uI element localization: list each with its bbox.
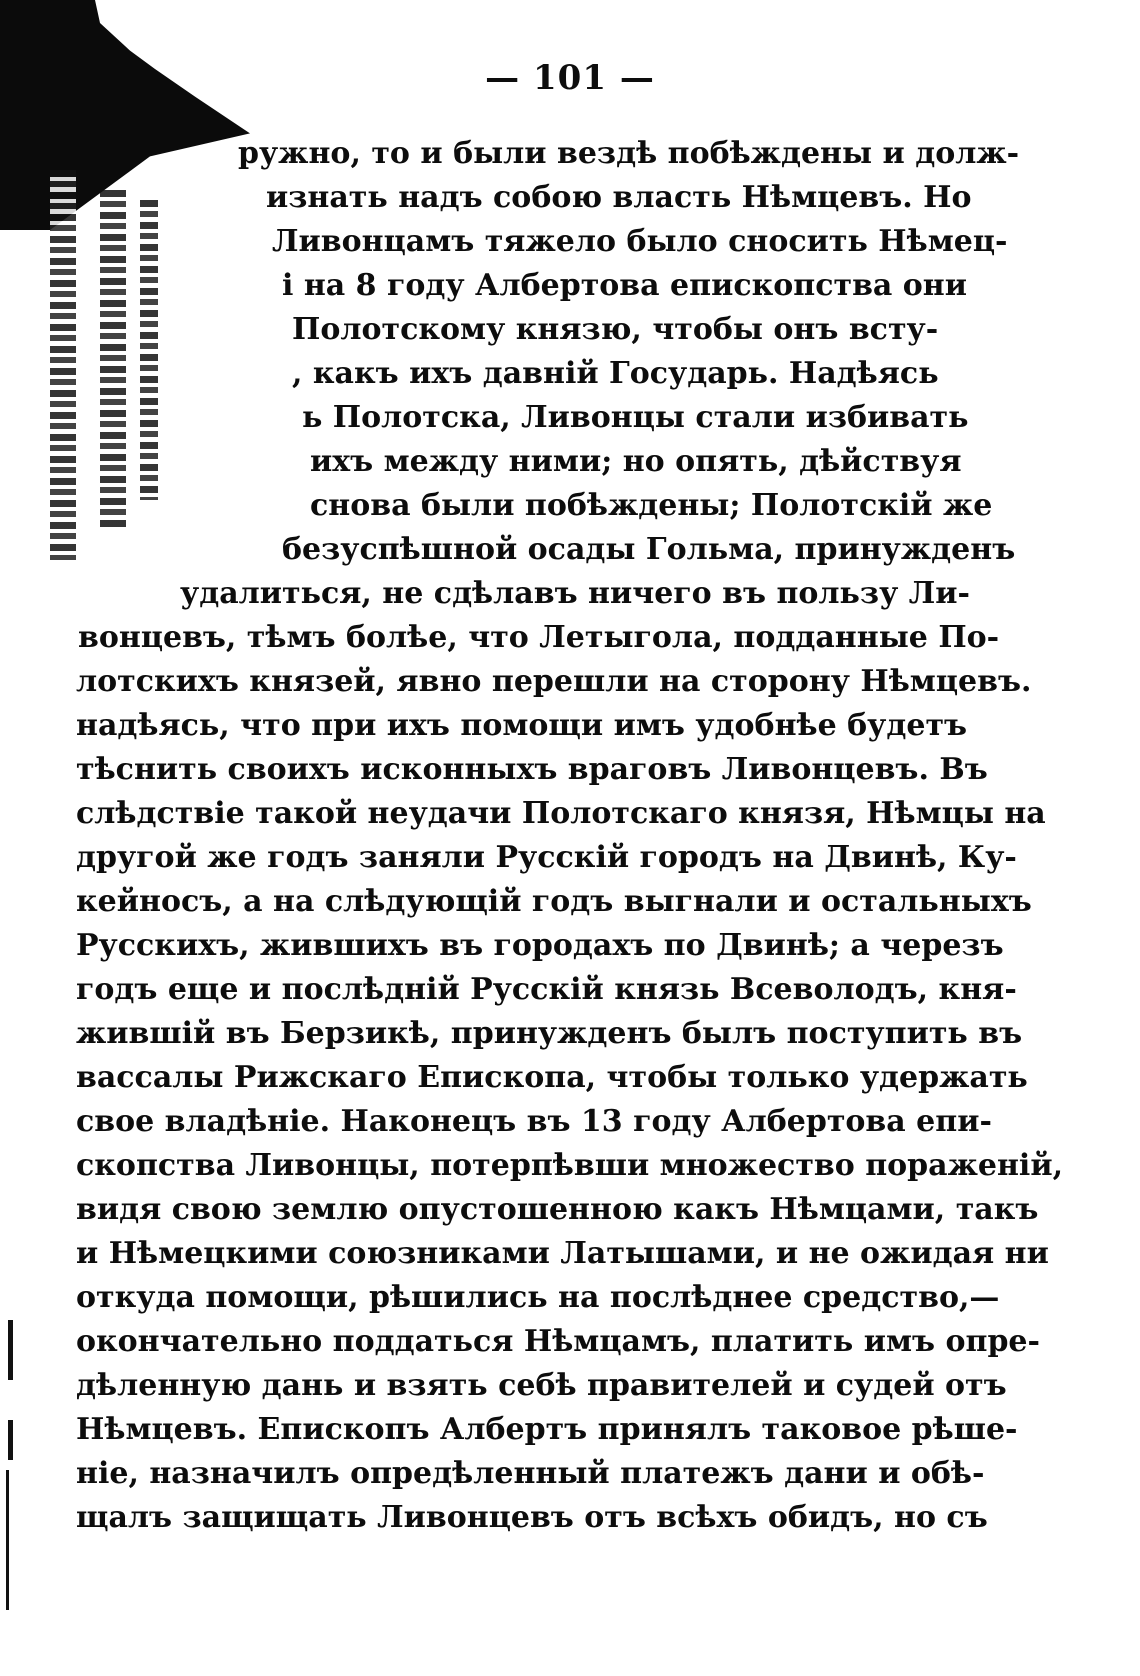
text-line: годъ еще и послѣдній Русскій князь Всеволодъ, кня- bbox=[76, 972, 1017, 1007]
text-line: ь Полотска, Ливонцы стали избивать bbox=[302, 400, 969, 435]
text-line: окончательно поддаться Нѣмцамъ, платить имъ опре- bbox=[76, 1324, 1040, 1359]
text-line: свое владѣніе. Наконецъ въ 13 году Албертова епи- bbox=[76, 1104, 992, 1139]
text-line: Нѣмцевъ. Епископъ Албертъ принялъ таковое рѣше- bbox=[76, 1412, 1018, 1447]
text-line: безуспѣшной осады Гольма, принужденъ bbox=[282, 532, 1016, 567]
text-line: і на 8 году Албертова епископства они bbox=[282, 268, 968, 303]
margin-mark bbox=[8, 1320, 13, 1380]
page-number: — 101 — bbox=[485, 58, 655, 98]
text-line: дѣленную дань и взять себѣ правителей и судей отъ bbox=[76, 1368, 1007, 1403]
margin-mark bbox=[8, 1420, 13, 1460]
text-line: Полотскому князю, чтобы онъ всту- bbox=[292, 312, 939, 347]
text-line: надѣясь, что при ихъ помощи имъ удобнѣе будетъ bbox=[76, 708, 968, 743]
text-line: ружно, то и были вездѣ побѣждены и долж- bbox=[238, 136, 1020, 171]
text-line: изнать надъ собою власть Нѣмцевъ. Но bbox=[266, 180, 972, 215]
margin-mark bbox=[6, 1470, 9, 1610]
text-line: другой же годъ заняли Русскій городъ на Двинѣ, Ку- bbox=[76, 840, 1017, 875]
text-line: щалъ защищать Ливонцевъ отъ всѣхъ обидъ, но съ bbox=[76, 1500, 988, 1535]
bleed-through-strip bbox=[50, 170, 76, 560]
text-line: снова были побѣждены; Полотскій же bbox=[310, 488, 993, 523]
text-line: , какъ ихъ давній Государь. Надѣясь bbox=[292, 356, 939, 391]
text-line: скопства Ливонцы, потерпѣвши множество пораженій, bbox=[76, 1148, 1064, 1183]
text-line: тѣснить своихъ исконныхъ враговъ Ливонцевъ. Въ bbox=[76, 752, 988, 787]
text-line: и Нѣмецкими союзниками Латышами, и не ожидая ни bbox=[76, 1236, 1049, 1271]
text-line: откуда помощи, рѣшились на послѣднее средство,— bbox=[76, 1280, 1000, 1315]
text-line: лотскихъ князей, явно перешли на сторону Нѣмцевъ. bbox=[76, 664, 1032, 699]
bleed-through-strip bbox=[140, 200, 158, 500]
text-line: кейносъ, а на слѣдующій годъ выгнали и остальныхъ bbox=[76, 884, 1032, 919]
text-line: ихъ между ними; но опять, дѣйствуя bbox=[310, 444, 962, 479]
text-line: жившій въ Берзикѣ, принужденъ былъ поступить въ bbox=[76, 1016, 1023, 1051]
text-line: вонцевъ, тѣмъ болѣе, что Летыгола, подданные По- bbox=[78, 620, 1000, 655]
text-line: ніе, назначилъ опредѣленный платежъ дани и обѣ- bbox=[76, 1456, 985, 1491]
text-line: видя свою землю опустошенною какъ Нѣмцами, такъ bbox=[76, 1192, 1039, 1227]
text-line: Ливонцамъ тяжело было сносить Нѣмец- bbox=[272, 224, 1008, 259]
text-line: Русскихъ, жившихъ въ городахъ по Двинѣ; а черезъ bbox=[76, 928, 1004, 963]
bleed-through-strip bbox=[100, 190, 126, 530]
text-line: вассалы Рижскаго Епископа, чтобы только удержать bbox=[76, 1060, 1028, 1095]
text-line: удалиться, не сдѣлавъ ничего въ пользу Ли- bbox=[180, 576, 970, 611]
text-line: слѣдствіе такой неудачи Полотскаго князя, Нѣмцы на bbox=[76, 796, 1046, 831]
